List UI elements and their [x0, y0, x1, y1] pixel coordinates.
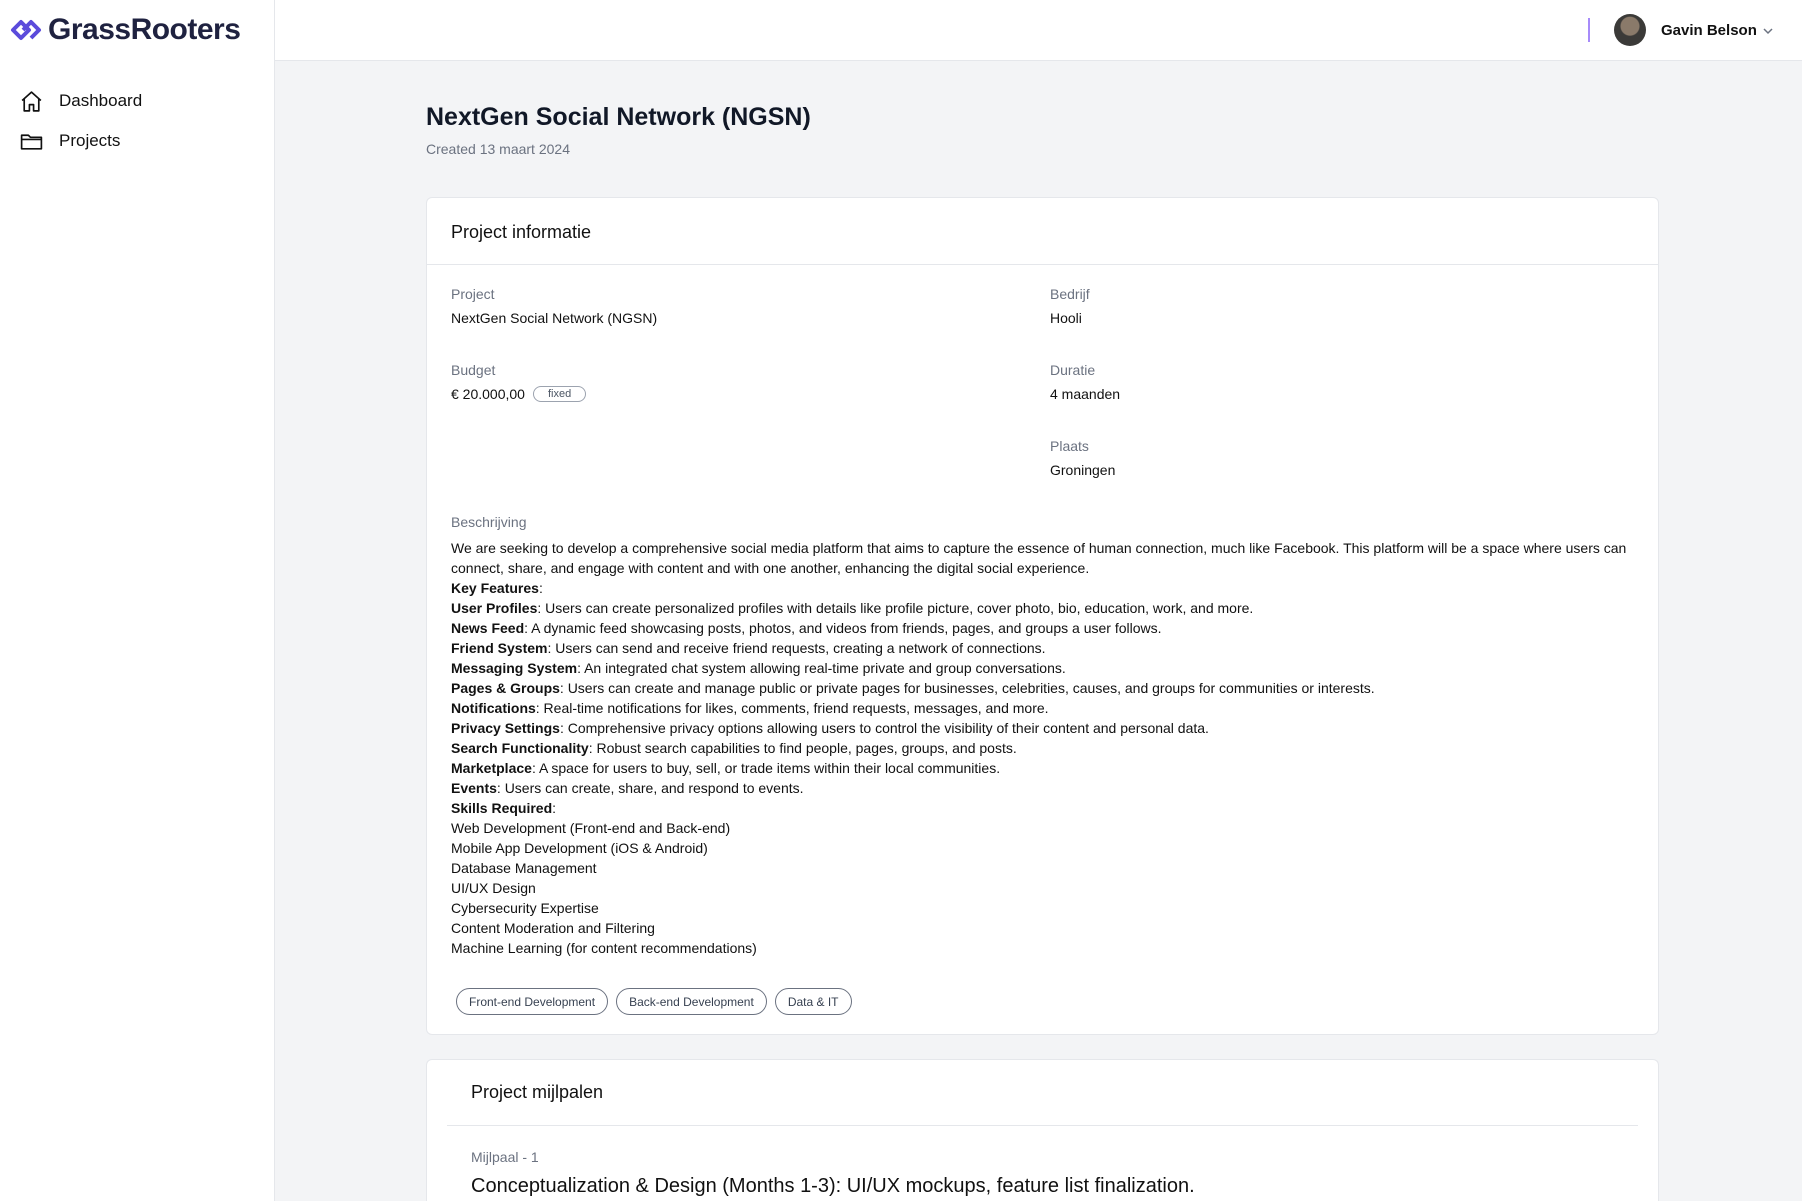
field-label: Plaats	[1050, 438, 1089, 454]
skill-item: Content Moderation and Filtering	[451, 920, 655, 936]
field-value: Hooli	[1050, 310, 1082, 326]
milestone-title: Conceptualization & Design (Months 1-3): UI/UX mockups, feature list finalization.	[471, 1175, 1195, 1197]
folder-icon	[19, 129, 44, 154]
feature-item: Pages & Groups: Users can create and manage public or private pages for businesses, celebrities, causes, and groups for communities or interests.	[451, 680, 1375, 696]
feature-item: User Profiles: Users can create personalized profiles with details like profile picture, cover photo, bio, education, work, and more.	[451, 600, 1254, 616]
feature-item: Friend System: Users can send and receive friend requests, creating a network of connections.	[451, 640, 1046, 656]
skill-item: Mobile App Development (iOS & Android)	[451, 840, 708, 856]
feature-item: Events: Users can create, share, and respond to events.	[451, 780, 804, 796]
chevron-down-icon[interactable]	[1761, 24, 1775, 38]
field-value	[451, 386, 586, 402]
key-features-heading: Key Features:	[451, 580, 543, 596]
home-icon	[19, 89, 44, 114]
project-field	[451, 286, 657, 326]
sidebar-item-label: Projects	[59, 131, 121, 150]
skill-item: UI/UX Design	[451, 880, 536, 896]
sidebar	[0, 0, 275, 1201]
tag-chip[interactable]: Data & IT	[775, 988, 852, 1015]
brand-logo[interactable]	[10, 12, 240, 48]
sidebar-nav	[0, 81, 274, 161]
tag-chip[interactable]: Front-end Development	[456, 988, 608, 1015]
avatar[interactable]	[1614, 14, 1646, 46]
duration-field	[1050, 362, 1120, 402]
project-info-card	[426, 197, 1659, 1035]
brand-name: GrassRooters	[48, 13, 241, 46]
sidebar-item-dashboard[interactable]	[0, 81, 274, 121]
sidebar-item-label: Dashboard	[59, 91, 143, 110]
skill-item: Web Development (Front-end and Back-end)	[451, 820, 731, 836]
description-body	[451, 538, 1641, 958]
budget-field	[451, 362, 586, 402]
field-label: Bedrijf	[1050, 286, 1090, 302]
card-heading: Project mijlpalen	[447, 1060, 1638, 1126]
tag-list	[456, 988, 860, 1015]
feature-item: News Feed: A dynamic feed showcasing posts, photos, and videos from friends, pages, and groups a user follows.	[451, 620, 1162, 636]
topbar	[275, 0, 1802, 61]
skill-item: Cybersecurity Expertise	[451, 900, 599, 916]
milestones-card	[426, 1059, 1659, 1201]
created-date: Created 13 maart 2024	[426, 141, 570, 157]
topbar-divider	[1588, 18, 1590, 42]
skill-item: Database Management	[451, 860, 597, 876]
field-value: Groningen	[1050, 462, 1116, 478]
description-intro: We are seeking to develop a comprehensive social media platform that aims to capture the essence of human connection, much like Facebook. This platform will be a space where users can connect, share, and engage with content and with one another, enhancing the digital social experience.	[451, 540, 1627, 576]
skills-heading: Skills Required:	[451, 800, 557, 816]
place-field	[1050, 438, 1115, 478]
field-label: Duratie	[1050, 362, 1096, 378]
tag-chip[interactable]: Back-end Development	[616, 988, 767, 1015]
feature-item: Privacy Settings: Comprehensive privacy options allowing users to control the visibility of their content and personal data.	[451, 720, 1209, 736]
field-value: NextGen Social Network (NGSN)	[451, 310, 658, 326]
company-field	[1050, 286, 1090, 326]
milestone-label: Mijlpaal - 1	[471, 1149, 539, 1165]
field-label: Budget	[451, 362, 496, 378]
card-heading: Project informatie	[427, 198, 1658, 265]
description	[451, 514, 1641, 958]
page-title: NextGen Social Network (NGSN)	[426, 103, 811, 131]
feature-item: Notifications: Real-time notifications for likes, comments, friend requests, messages, and more.	[451, 700, 1049, 716]
skill-item: Machine Learning (for content recommendations)	[451, 940, 757, 956]
field-label: Beschrijving	[451, 514, 527, 530]
budget-amount: € 20.000,00	[451, 386, 525, 402]
budget-type-badge: fixed	[533, 386, 586, 402]
logo-icon	[10, 17, 44, 43]
field-value: 4 maanden	[1050, 386, 1121, 402]
sidebar-item-projects[interactable]	[0, 121, 274, 161]
feature-item: Marketplace: A space for users to buy, sell, or trade items within their local communities.	[451, 760, 1001, 776]
feature-item: Search Functionality: Robust search capabilities to find people, pages, groups, and posts.	[451, 740, 1017, 756]
user-menu-name[interactable]: Gavin Belson	[1661, 22, 1757, 39]
feature-item: Messaging System: An integrated chat system allowing real-time private and group conversations.	[451, 660, 1066, 676]
field-label: Project	[451, 286, 495, 302]
